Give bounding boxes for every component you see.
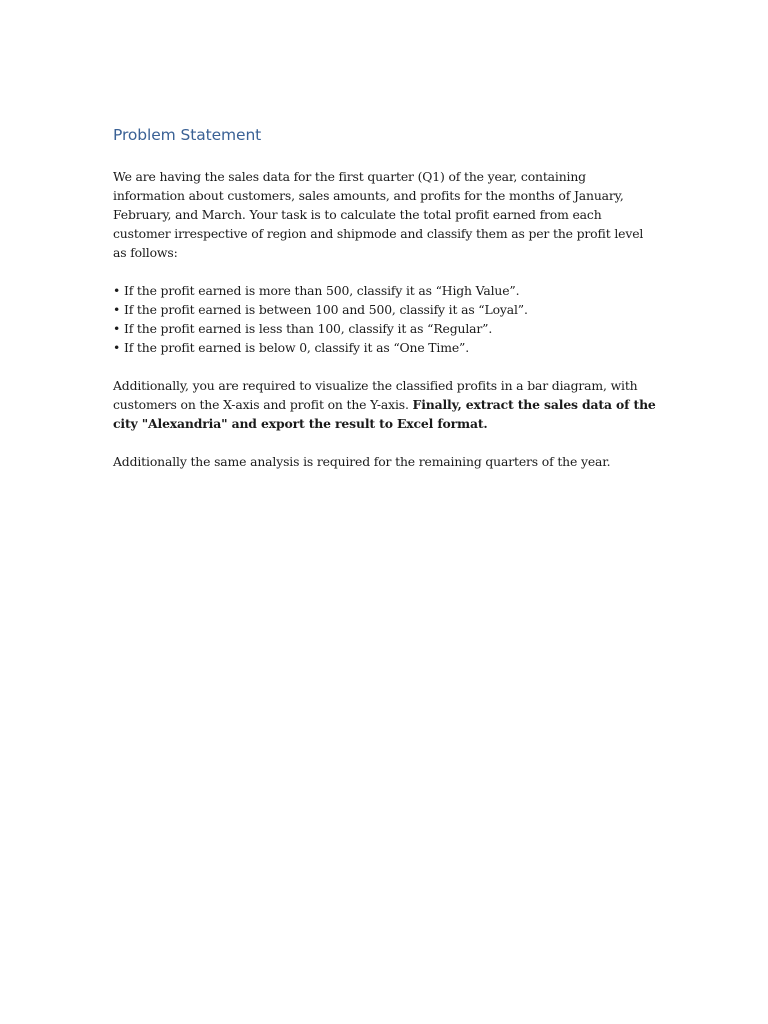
closing-paragraph: Additionally the same analysis is required for the remaining quarters of the year. bbox=[113, 454, 611, 469]
rule-one-time: • If the profit earned is below 0, classify it as “One Time”. bbox=[113, 340, 469, 355]
visualization-bold-text: Finally, extract the sales data of the city "Alexandria" and export the result to Excel format. bbox=[113, 397, 656, 431]
document-page bbox=[113, 124, 658, 471]
rule-loyal: • If the profit earned is between 100 and 500, classify it as “Loyal”. bbox=[113, 302, 528, 317]
rule-regular: • If the profit earned is less than 100, classify it as “Regular”. bbox=[113, 321, 493, 336]
rule-high-value: • If the profit earned is more than 500, classify it as “High Value”. bbox=[113, 283, 520, 298]
page-title: Problem Statement bbox=[113, 126, 262, 144]
visualization-text: Additionally, you are required to visualize the classified profits in a bar diagram, with customers on the X-axis and profit on the Y-axis. bbox=[113, 378, 638, 412]
classification-rules-list bbox=[113, 281, 658, 357]
visualization-paragraph bbox=[113, 376, 658, 433]
intro-paragraph: We are having the sales data for the first quarter (Q1) of the year, containing information about customers, sales amounts, and profits for the months of January, February, and March. Your task is to calculate the total profit earned from each customer irrespective of region and shipmode and classify them as per the profit level as follows: bbox=[113, 169, 644, 260]
